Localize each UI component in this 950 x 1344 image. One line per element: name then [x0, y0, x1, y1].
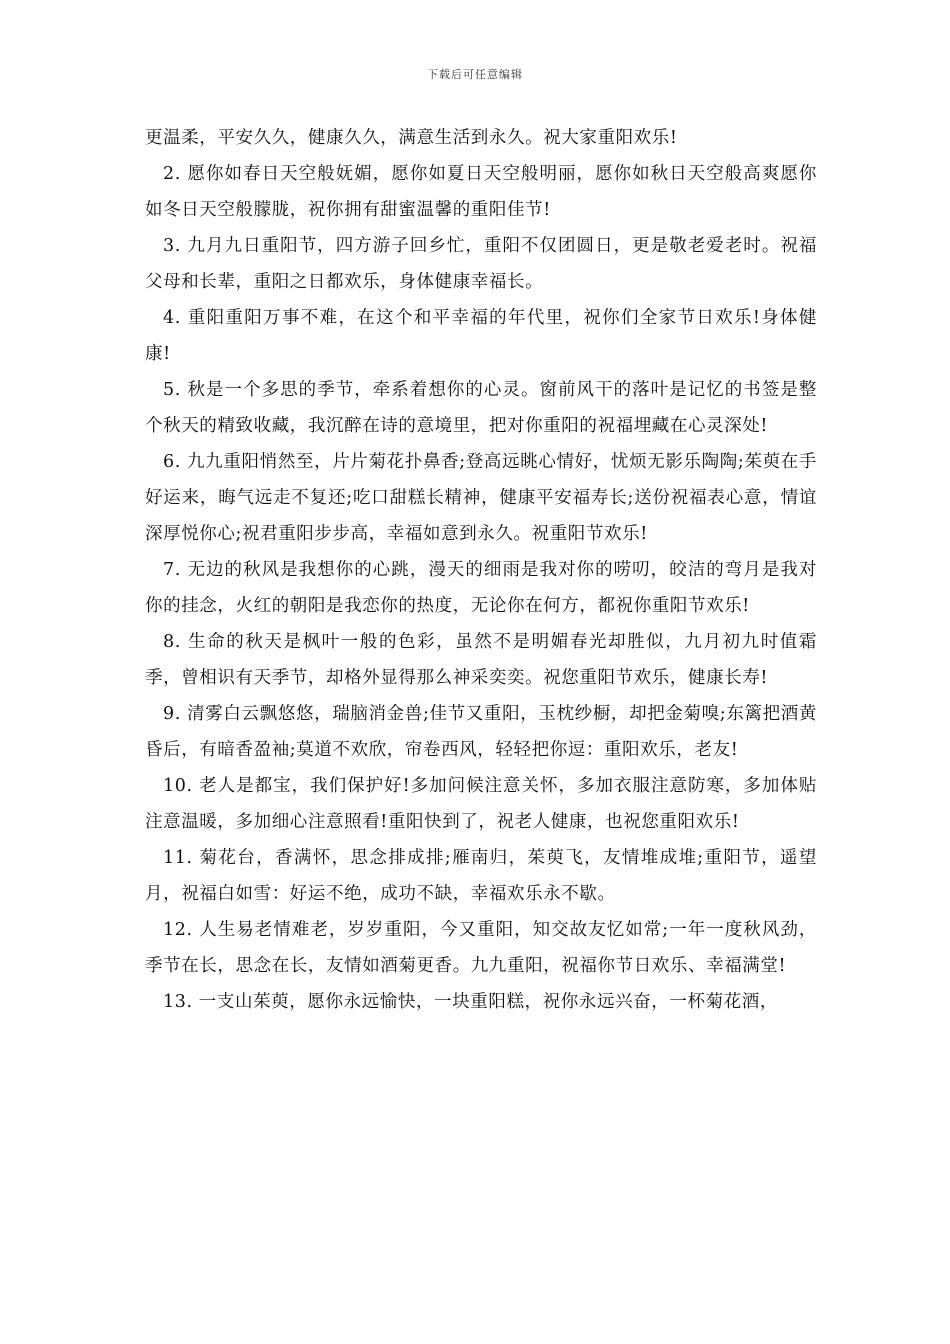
document-body — [145, 120, 817, 1020]
paragraph-item: 4. 重阳重阳万事不难，在这个和平幸福的年代里，祝你们全家节日欢乐!身体健康! — [145, 308, 817, 364]
paragraph-item: 3. 九月九日重阳节，四方游子回乡忙，重阳不仅团圆日，更是敬老爱老时。祝福父母和长辈，重阳之日都欢乐，身体健康幸福长。 — [145, 236, 817, 292]
paragraph-item: 2. 愿你如春日天空般妩媚，愿你如夏日天空般明丽，愿你如秋日天空般高爽愿你如冬日天空般朦胧，祝你拥有甜蜜温馨的重阳佳节! — [145, 164, 817, 220]
paragraph-item: 7. 无边的秋风是我想你的心跳，漫天的细雨是我对你的唠叨，皎洁的弯月是我对你的挂念，火红的朝阳是我恋你的热度，无论你在何方，都祝你重阳节欢乐! — [145, 560, 817, 616]
paragraph-item: 12. 人生易老情难老，岁岁重阳，今又重阳，知交故友忆如常;一年一度秋风劲，季节在长，思念在长，友情如酒菊更香。九九重阳，祝福你节日欢乐、幸福满堂! — [145, 920, 817, 976]
paragraph-item: 8. 生命的秋天是枫叶一般的色彩，虽然不是明媚春光却胜似，九月初九时值霜季，曾相识有天季节，却格外显得那么神采奕奕。祝您重阳节欢乐，健康长寿! — [145, 632, 817, 688]
paragraph-item: 13. 一支山茱萸，愿你永远愉快，一块重阳糕，祝你永远兴奋，一杯菊花酒， — [163, 992, 778, 1012]
paragraph-item: 6. 九九重阳悄然至，片片菊花扑鼻香;登高远眺心情好，忧烦无影乐陶陶;茱萸在手好运来，晦气远走不复还;吃口甜糕长精神，健康平安福寿长;送份祝福表心意，情谊深厚悦你心;祝君重阳步步高，幸福如意到永久。祝重阳节欢乐! — [145, 452, 817, 544]
paragraph-item: 11. 菊花台，香满怀，思念排成排;雁南归，茱萸飞，友情堆成堆;重阳节，遥望月，祝福白如雪：好运不绝，成功不缺，幸福欢乐永不歇。 — [145, 848, 817, 904]
paragraph-item: 5. 秋是一个多思的季节，牵系着想你的心灵。窗前风干的落叶是记忆的书签是整个秋天的精致收藏，我沉醉在诗的意境里，把对你重阳的祝福埋藏在心灵深处! — [145, 380, 817, 436]
paragraph-continuation: 更温柔，平安久久，健康久久，满意生活到永久。祝大家重阳欢乐! — [145, 128, 678, 148]
paragraph-item: 9. 清雾白云飘悠悠，瑞脑消金兽;佳节又重阳，玉枕纱橱，却把金菊嗅;东篱把酒黄昏后，有暗香盈袖;莫道不欢欣，帘卷西风，轻轻把你逗：重阳欢乐，老友! — [145, 704, 817, 760]
page-header: 下载后可任意编辑 — [427, 68, 523, 81]
paragraph-item: 10. 老人是都宝，我们保护好!多加问候注意关怀，多加衣服注意防寒，多加体贴注意温暖，多加细心注意照看!重阳快到了，祝老人健康，也祝您重阳欢乐! — [145, 776, 817, 832]
